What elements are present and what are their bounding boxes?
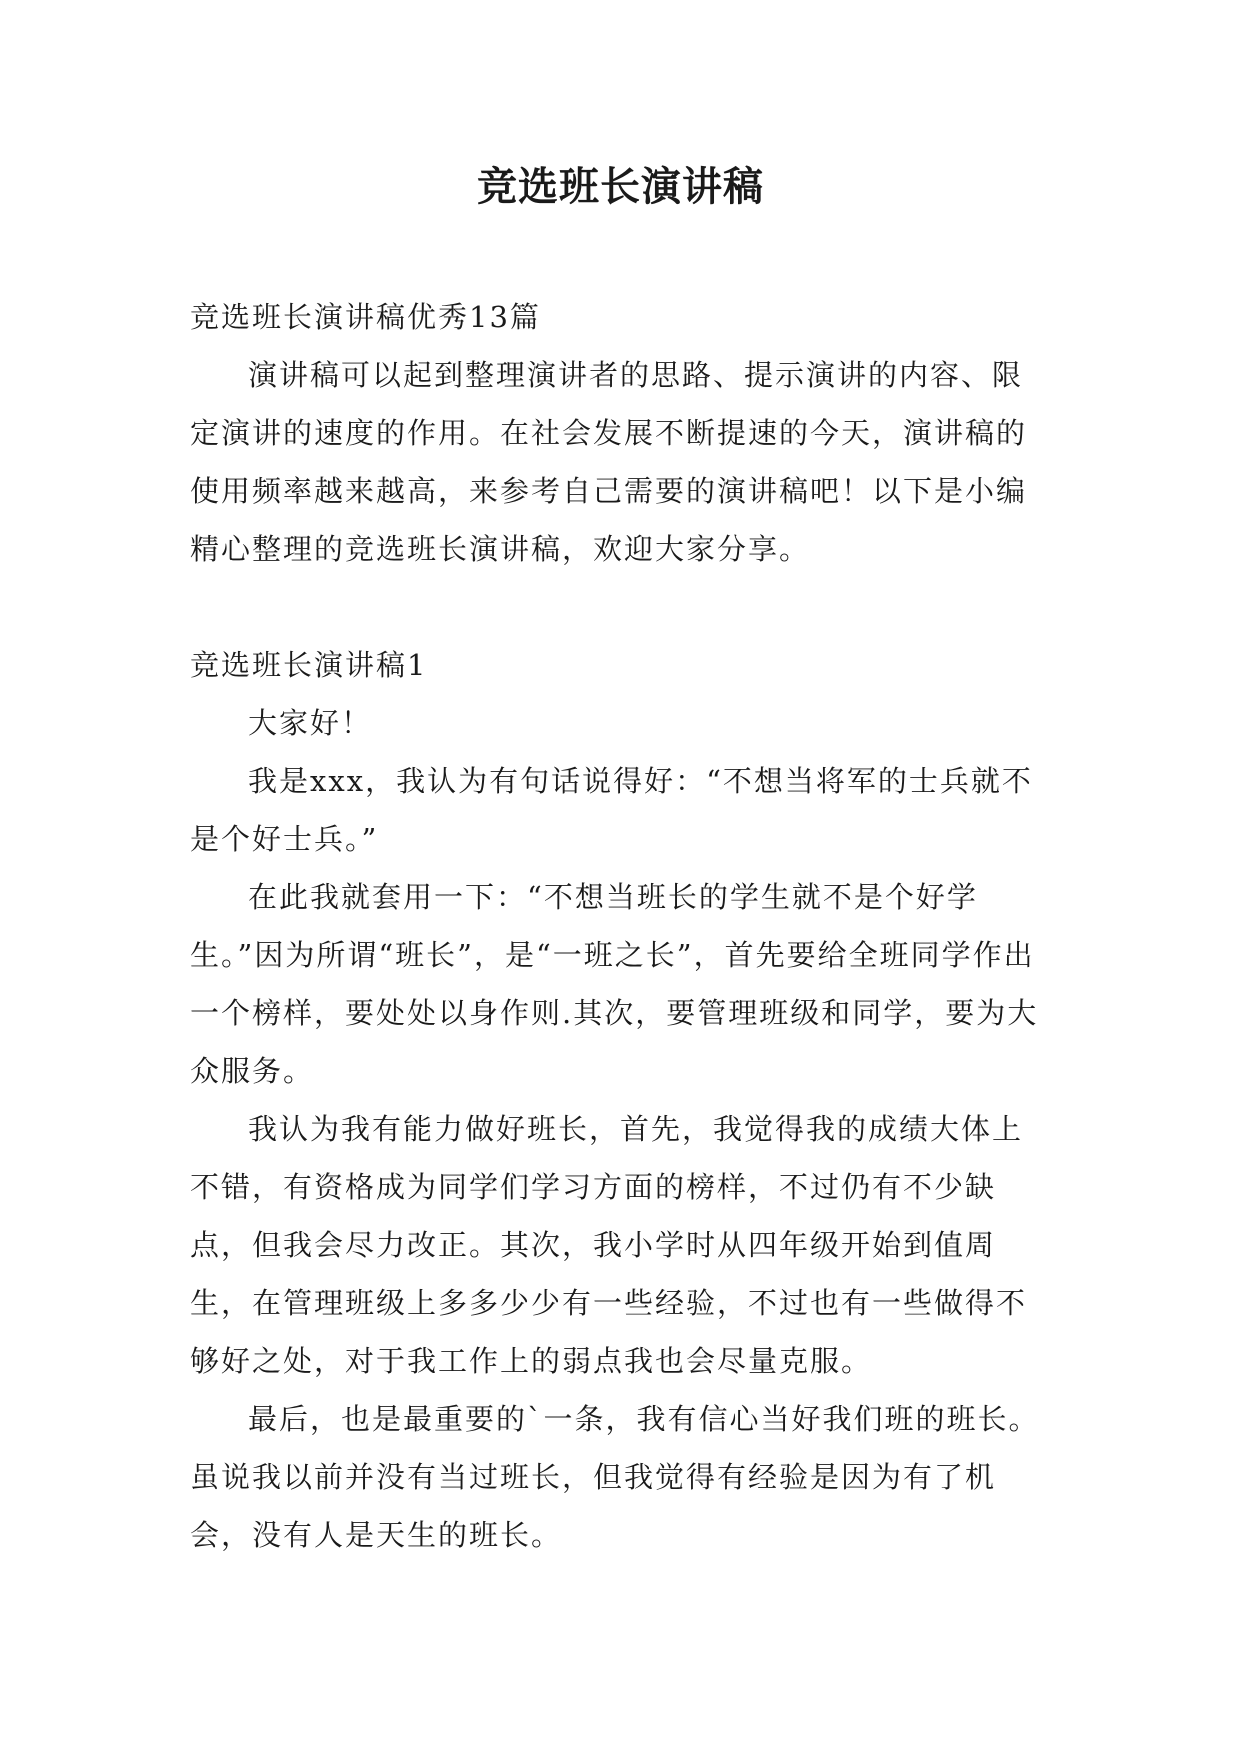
body-paragraph: 我认为我有能力做好班长，首先，我觉得我的成绩大体上不错，有资格成为同学们学习方面的榜样，不过仍有不少缺点，但我会尽力改正。其次，我小学时从四年级开始到值周生，在管理班级上多多少少有一些经验，不过也有一些做得不够好之处，对于我工作上的弱点我也会尽量克服。 xyxy=(190,1112,1028,1378)
body-paragraph: 大家好！ xyxy=(248,706,373,740)
section-heading: 竞选班长演讲稿1 xyxy=(190,648,428,682)
document-body xyxy=(190,288,1050,1564)
body-paragraph: 在此我就套用一下：“不想当班长的学生就不是个好学生。”因为所谓“班长”，是“一班之长”，首先要给全班同学作出一个榜样，要处处以身作则.其次，要管理班级和同学，要为大众服务。 xyxy=(190,880,1039,1088)
document-subtitle: 竞选班长演讲稿优秀13篇 xyxy=(190,300,541,334)
section-spacer xyxy=(190,578,1050,636)
body-paragraph: 我是xxx，我认为有句话说得好：“不想当将军的士兵就不是个好士兵。” xyxy=(190,764,1033,856)
intro-paragraph: 演讲稿可以起到整理演讲者的思路、提示演讲的内容、限定演讲的速度的作用。在社会发展不断提速的今天，演讲稿的使用频率越来越高，来参考自己需要的演讲稿吧！以下是小编精心整理的竞选班长演讲稿，欢迎大家分享。 xyxy=(190,358,1028,566)
body-paragraph: 最后，也是最重要的`一条，我有信心当好我们班的班长。虽说我以前并没有当过班长，但我觉得有经验是因为有了机会，没有人是天生的班长。 xyxy=(190,1402,1040,1552)
page-title: 竞选班长演讲稿 xyxy=(477,163,764,210)
